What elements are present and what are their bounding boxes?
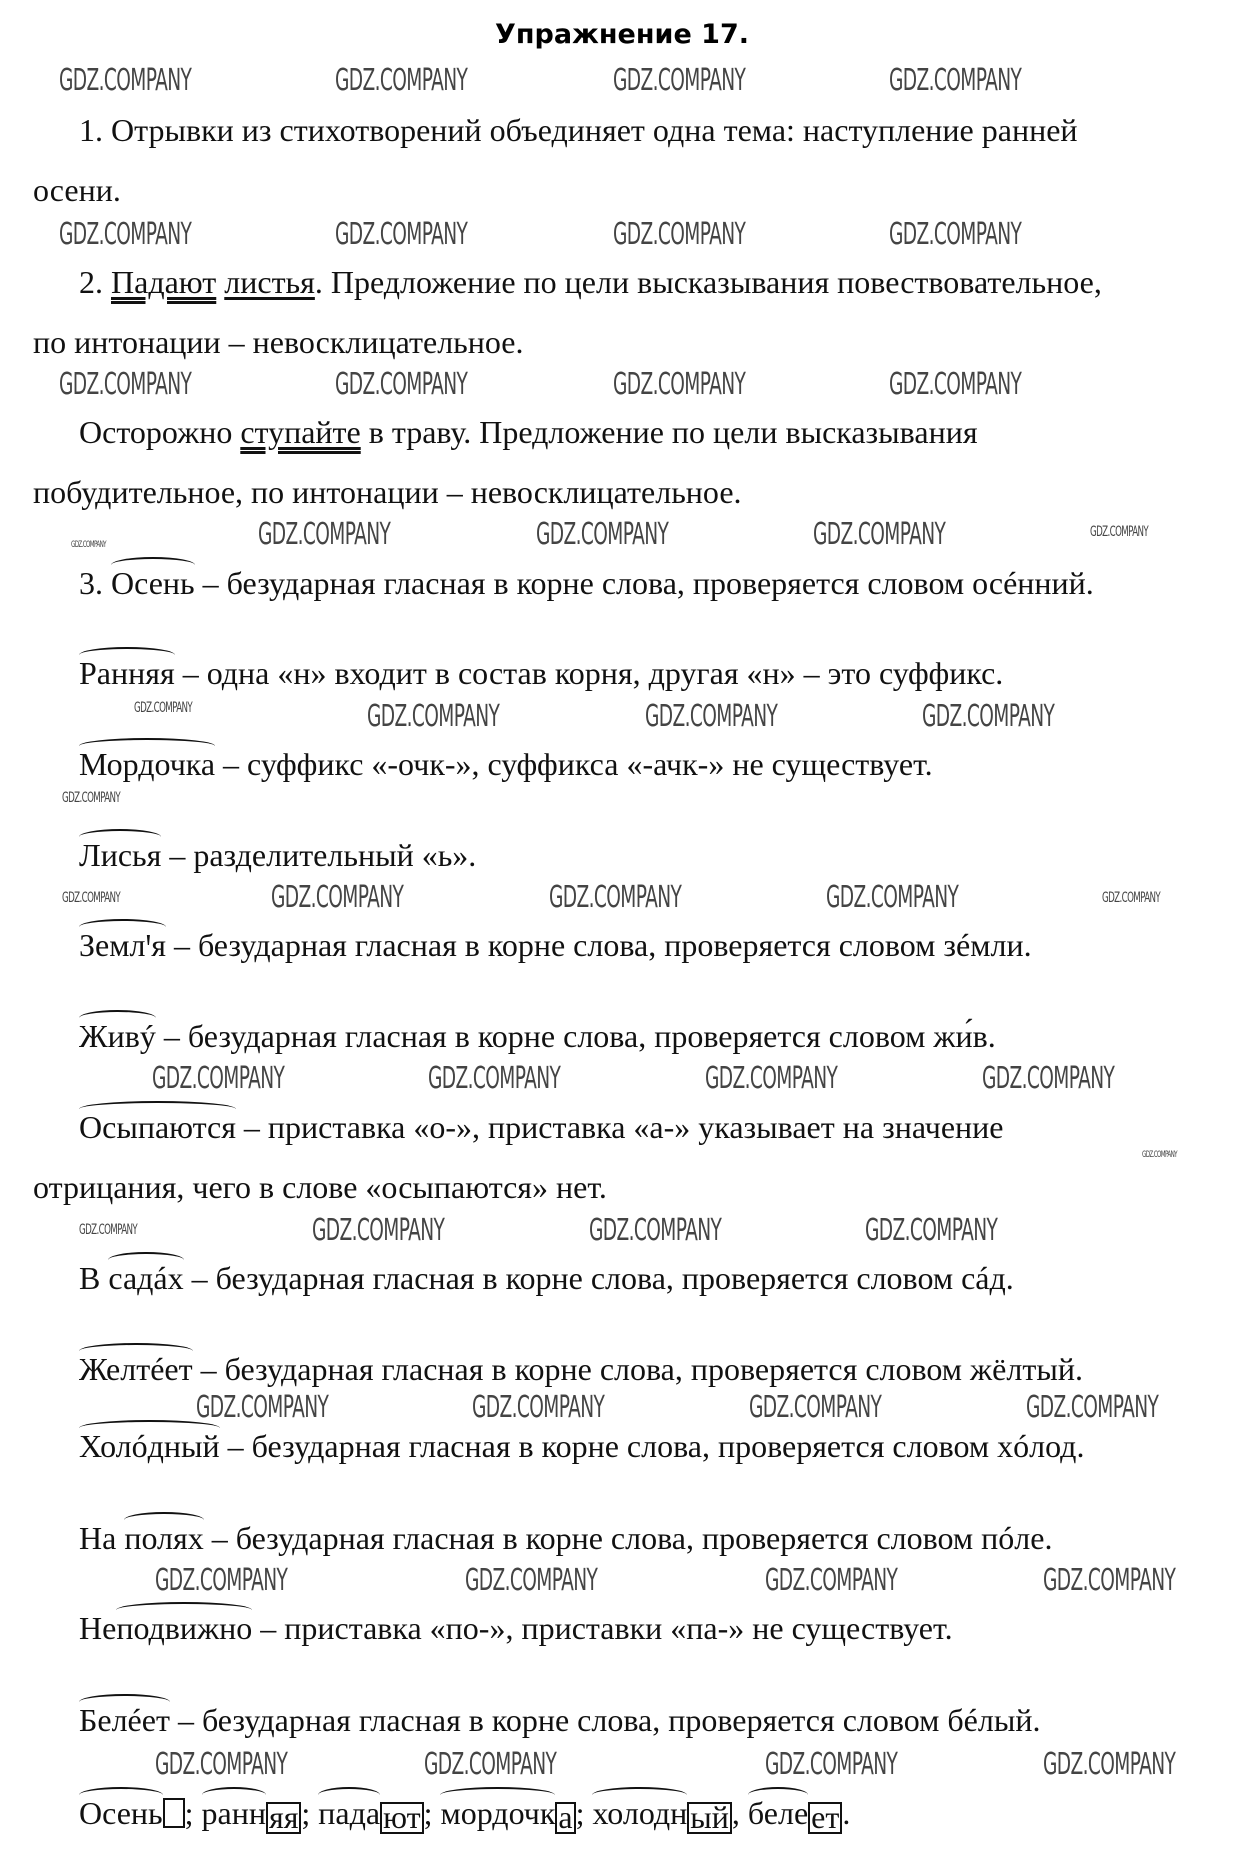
watermark: GDZ.COMPANY	[155, 1747, 288, 1782]
watermark: GDZ.COMPANY	[865, 1213, 998, 1248]
line-prefix: Не	[79, 1610, 117, 1646]
watermark: GDZ.COMPANY	[889, 367, 1022, 402]
item2-line1	[79, 262, 1102, 302]
watermark: GDZ.COMPANY	[645, 699, 778, 734]
explanation-text: – безударная гласная в корне слова, проверяется словом сáд.	[183, 1260, 1014, 1296]
root-word: пада	[318, 1795, 381, 1831]
item2-line3	[79, 412, 978, 452]
watermark: GDZ.COMPANY	[271, 880, 404, 915]
watermark: GDZ.COMPANY	[134, 700, 193, 716]
item3-line	[79, 1608, 953, 1648]
item1-line1: 1. Отрывки из стихотворений объединяет одна тема: наступление ранней	[79, 112, 1078, 148]
watermark: GDZ.COMPANY	[536, 517, 669, 552]
watermark: GDZ.COMPANY	[335, 217, 468, 252]
explanation-text: – приставка «о-», приставка «а-» указывает на значение	[235, 1109, 1004, 1145]
analyzed-word: Живý	[79, 1018, 156, 1054]
watermark: GDZ.COMPANY	[549, 880, 682, 915]
watermark: GDZ.COMPANY	[589, 1213, 722, 1248]
watermark: GDZ.COMPANY	[765, 1747, 898, 1782]
root-word: мордочк	[440, 1795, 556, 1831]
watermark: GDZ.COMPANY	[1043, 1563, 1176, 1598]
explanation-text: – приставка «по-», приставки «па-» не существует.	[252, 1610, 953, 1646]
separator: ,	[731, 1795, 748, 1831]
analyzed-word: Холóдный	[79, 1428, 220, 1464]
watermark: GDZ.COMPANY	[152, 1061, 285, 1096]
analyzed-word: Мордочка	[79, 746, 216, 782]
watermark: GDZ.COMPANY	[1026, 1390, 1159, 1425]
explanation-text: – разделительный «ь».	[161, 837, 477, 873]
watermark: GDZ.COMPANY	[155, 1563, 288, 1598]
watermark: GDZ.COMPANY	[889, 63, 1022, 98]
line-prefix: В	[79, 1260, 109, 1296]
item3-line	[79, 925, 1032, 965]
analyzed-word: Белéет	[79, 1702, 170, 1738]
explanation-text: – суффикс «-очк-», суффикса «-ачк-» не существует.	[215, 746, 933, 782]
watermark: GDZ.COMPANY	[613, 217, 746, 252]
watermark: GDZ.COMPANY	[613, 367, 746, 402]
watermark: GDZ.COMPANY	[749, 1390, 882, 1425]
analyzed-word: Желтéет	[79, 1351, 193, 1387]
item2-line2: по интонации – невосклицательное.	[33, 324, 524, 360]
explanation-text: – безударная гласная в корне слова, проверяется словом жи́в.	[155, 1018, 996, 1054]
analyzed-word: полях	[124, 1520, 204, 1556]
item3-line	[79, 1518, 1052, 1558]
ending-box: а	[555, 1802, 575, 1834]
explanation-text: – безударная гласная в корне слова, проверяется словом бéлый.	[169, 1702, 1041, 1738]
item3-line	[79, 1258, 1014, 1298]
item-number: 2.	[79, 264, 111, 300]
watermark: GDZ.COMPANY	[922, 699, 1055, 734]
item3-line	[79, 653, 1003, 693]
watermark: GDZ.COMPANY	[196, 1390, 329, 1425]
watermark: GDZ.COMPANY	[765, 1563, 898, 1598]
root-word: холодн	[592, 1795, 688, 1831]
item3-line	[79, 1107, 1004, 1147]
watermark: GDZ.COMPANY	[705, 1061, 838, 1096]
explanation-text: – безударная гласная в корне слова, проверяется словом зéмли.	[165, 927, 1032, 963]
separator: ;	[423, 1795, 441, 1831]
watermark: GDZ.COMPANY	[335, 367, 468, 402]
watermark: GDZ.COMPANY	[428, 1061, 561, 1096]
watermark: GDZ.COMPANY	[1142, 1150, 1177, 1160]
explanation-text: – безударная гласная в корне слова, проверяется словом жёлтый.	[192, 1351, 1083, 1387]
watermark: GDZ.COMPANY	[335, 63, 468, 98]
item3-line	[79, 835, 476, 875]
watermark: GDZ.COMPANY	[59, 63, 192, 98]
explanation-text: – безударная гласная в корне слова, проверяется словом хóлод.	[219, 1428, 1085, 1464]
watermark: GDZ.COMPANY	[813, 517, 946, 552]
item3-line	[79, 1349, 1083, 1389]
watermark: GDZ.COMPANY	[59, 217, 192, 252]
analyzed-word: Землꞌя	[79, 927, 166, 963]
watermark: GDZ.COMPANY	[465, 1563, 598, 1598]
analyzed-word: Лисья	[79, 837, 162, 873]
sentence-text: в траву. Предложение по цели высказывания	[360, 414, 978, 450]
explanation-text: – безударная гласная в корне слова, проверяется словом пóле.	[203, 1520, 1053, 1556]
ending-box: ют	[380, 1802, 423, 1834]
watermark: GDZ.COMPANY	[1043, 1747, 1176, 1782]
line-prefix: 3.	[79, 565, 111, 601]
analyzed-word: Ранняя	[79, 655, 175, 691]
separator: ;	[184, 1795, 202, 1831]
item3-line	[79, 1426, 1084, 1466]
summary-line	[79, 1793, 850, 1834]
item2-line4: побудительное, по интонации – невосклицательное.	[33, 474, 742, 510]
item3-line	[79, 744, 933, 784]
watermark: GDZ.COMPANY	[613, 63, 746, 98]
item3-line	[33, 1167, 607, 1207]
watermark: GDZ.COMPANY	[424, 1747, 557, 1782]
analyzed-word: садáх	[108, 1260, 184, 1296]
separator: .	[842, 1795, 851, 1831]
ending-box: ый	[687, 1802, 732, 1834]
watermark: GDZ.COMPANY	[982, 1061, 1115, 1096]
watermark: GDZ.COMPANY	[472, 1390, 605, 1425]
watermark: GDZ.COMPANY	[62, 890, 121, 906]
watermark: GDZ.COMPANY	[889, 217, 1022, 252]
predicate-word: ступайте	[240, 414, 361, 450]
watermark: GDZ.COMPANY	[258, 517, 391, 552]
watermark: GDZ.COMPANY	[826, 880, 959, 915]
watermark: GDZ.COMPANY	[71, 540, 106, 550]
line-prefix: На	[79, 1520, 125, 1556]
root-word: Осень	[79, 1795, 163, 1831]
separator: ;	[575, 1795, 593, 1831]
item3-line	[79, 563, 1094, 603]
root-word: ранн	[201, 1795, 266, 1831]
zero-ending-box	[163, 1798, 185, 1828]
item1-line2: осени.	[33, 172, 121, 208]
analyzed-word: подвижно	[116, 1610, 253, 1646]
predicate-word: листья	[224, 264, 315, 300]
watermark: GDZ.COMPANY	[59, 367, 192, 402]
page-title: Упражнение 17.	[495, 19, 749, 50]
root-word: беле	[747, 1795, 809, 1831]
explanation-text: – безударная гласная в корне слова, проверяется словом осéнний.	[194, 565, 1094, 601]
watermark: GDZ.COMPANY	[1102, 890, 1161, 906]
ending-box: яя	[266, 1802, 301, 1834]
separator: ;	[301, 1795, 319, 1831]
analyzed-word: Осыпаются	[79, 1109, 236, 1145]
explanation-text: отрицания, чего в слове «осыпаются» нет.	[33, 1169, 607, 1205]
watermark: GDZ.COMPANY	[367, 699, 500, 734]
subject-word: Падают	[111, 264, 217, 300]
item3-line	[79, 1016, 996, 1056]
watermark: GDZ.COMPANY	[1090, 524, 1149, 540]
watermark: GDZ.COMPANY	[62, 790, 121, 806]
watermark: GDZ.COMPANY	[79, 1222, 138, 1238]
item3-line	[79, 1700, 1040, 1740]
ending-box: ет	[808, 1802, 842, 1834]
analyzed-word: Осень	[111, 565, 195, 601]
sentence-text: . Предложение по цели высказывания повествовательное,	[314, 264, 1102, 300]
sentence-text: Осторожно	[79, 414, 241, 450]
watermark: GDZ.COMPANY	[312, 1213, 445, 1248]
explanation-text: – одна «н» входит в состав корня, другая «н» – это суффикс.	[174, 655, 1004, 691]
